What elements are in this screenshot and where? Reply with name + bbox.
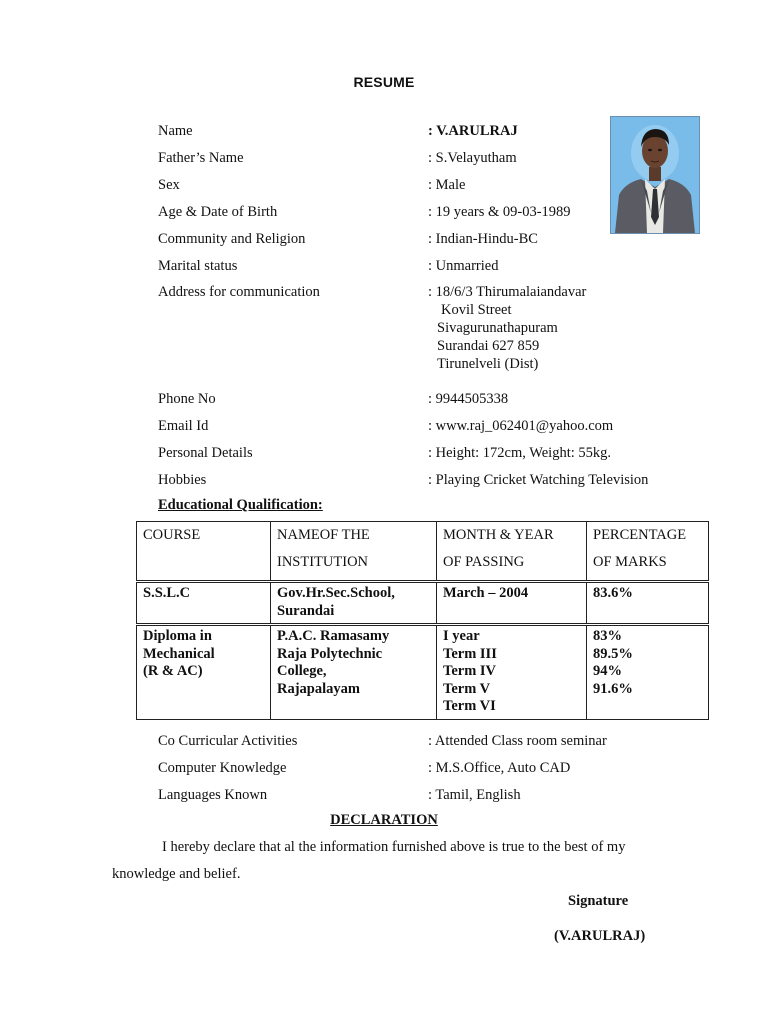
value-address: : 18/6/3 Thirumalaiandavar (428, 284, 587, 300)
label-age-dob: Age & Date of Birth (158, 204, 278, 220)
label-languages: Languages Known (158, 787, 268, 803)
label-sex: Sex (158, 177, 180, 193)
label-phone: Phone No (158, 391, 216, 407)
declaration-text: I hereby declare that al the information furnished above is true to the best of my (162, 839, 626, 855)
value-personal-details: : Height: 172cm, Weight: 55kg. (428, 445, 612, 461)
table-cell (271, 625, 437, 720)
table-cell (437, 582, 587, 625)
cell-text: Surandai (277, 602, 335, 619)
address-line: Surandai 627 859 (437, 338, 540, 354)
value-sex: : Male (428, 177, 466, 193)
cell-text: 83% (593, 628, 622, 644)
value-community: : Indian-Hindu-BC (428, 231, 538, 247)
value-age-dob: : 19 years & 09-03-1989 (428, 204, 571, 220)
table-header-row (137, 522, 709, 582)
label-co-curricular: Co Curricular Activities (158, 733, 298, 749)
signature-label: Signature (568, 893, 629, 909)
header-text: MONTH & YEAR (443, 527, 554, 543)
value-name: : V.ARULRAJ (428, 123, 518, 139)
cell-text: Term VI (443, 698, 496, 714)
table-cell (271, 582, 437, 625)
declaration-text: knowledge and belief. (112, 866, 241, 882)
cell-text: (R & AC) (143, 663, 203, 679)
value-co-curricular: : Attended Class room seminar (428, 733, 607, 749)
address-line: Sivagurunathapuram (437, 320, 558, 336)
cell-text: I year (443, 628, 480, 644)
label-name: Name (158, 123, 193, 139)
header-cell (137, 522, 271, 582)
education-heading: Educational Qualification: (158, 497, 323, 513)
value-email: : www.raj_062401@yahoo.com (428, 418, 614, 434)
cell-text: 94% (593, 663, 622, 679)
header-cell (587, 522, 709, 582)
page-title: RESUME (353, 74, 415, 90)
value-computer-knowledge: : M.S.Office, Auto CAD (428, 760, 571, 776)
cell-text: S.S.L.C (143, 585, 191, 601)
address-line: Kovil Street (441, 302, 512, 318)
header-cell (437, 522, 587, 582)
table-cell (137, 582, 271, 625)
cell-text: 83.6% (593, 585, 633, 601)
cell-text: Gov.Hr.Sec.School, (277, 585, 395, 601)
header-text: OF PASSING (443, 554, 525, 570)
header-text: NAMEOF THE (277, 527, 370, 543)
cell-text: Rajapalayam (277, 680, 360, 697)
cell-text: Term V (443, 680, 491, 697)
cell-text: Raja Polytechnic (277, 645, 383, 662)
declaration-title: DECLARATION (330, 812, 438, 828)
table-cell (437, 625, 587, 720)
cell-text: 89.5% (593, 645, 633, 662)
table-row (137, 582, 709, 625)
label-community: Community and Religion (158, 231, 306, 247)
cell-text: Term III (443, 645, 497, 662)
value-marital: : Unmarried (428, 258, 499, 274)
label-hobbies: Hobbies (158, 472, 207, 488)
table-row (137, 625, 709, 720)
label-computer-knowledge: Computer Knowledge (158, 760, 287, 776)
value-phone: : 9944505338 (428, 391, 509, 407)
value-hobbies: : Playing Cricket Watching Television (428, 472, 649, 488)
profile-photo (610, 116, 700, 234)
header-cell (271, 522, 437, 582)
header-text: PERCENTAGE (593, 527, 687, 543)
header-text: COURSE (143, 527, 201, 543)
cell-text: Mechanical (143, 645, 215, 662)
cell-text: Diploma in (143, 628, 212, 644)
label-email: Email Id (158, 418, 209, 434)
cell-text: P.A.C. Ramasamy (277, 628, 390, 644)
cell-text: March – 2004 (443, 585, 529, 601)
header-text: INSTITUTION (277, 554, 369, 570)
value-languages: : Tamil, English (428, 787, 521, 803)
label-personal-details: Personal Details (158, 445, 253, 461)
table-cell (587, 625, 709, 720)
value-father-name: : S.Velayutham (428, 150, 517, 166)
cell-text: 91.6% (593, 680, 633, 697)
cell-text: Term IV (443, 663, 497, 679)
label-marital: Marital status (158, 258, 238, 274)
table-cell (137, 625, 271, 720)
table-cell (587, 582, 709, 625)
signature-name: (V.ARULRAJ) (554, 928, 646, 944)
label-father-name: Father’s Name (158, 150, 244, 166)
address-line: Tirunelveli (Dist) (437, 356, 539, 372)
header-text: OF MARKS (593, 554, 667, 570)
label-address: Address for communication (158, 284, 320, 300)
cell-text: College, (277, 663, 327, 679)
education-table (136, 521, 709, 720)
